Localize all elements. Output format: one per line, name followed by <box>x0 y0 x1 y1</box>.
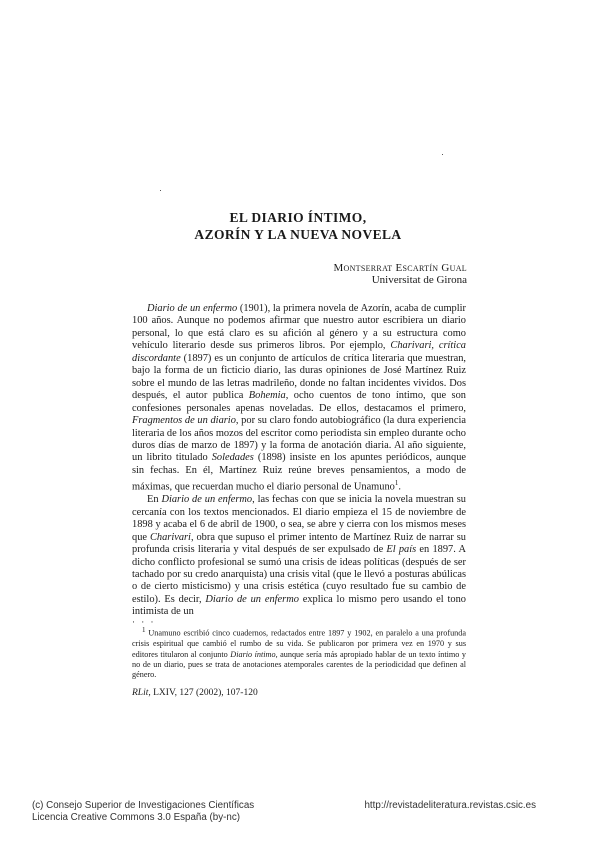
copyright-line: (c) Consejo Superior de Investigaciones Científicas <box>32 800 255 811</box>
text-run: Unamuno escribió cinco cuadernos, redactados entre 1897 y 1902, en paralelo a una profunda crisis espiritual que cambió el rumbo de su vida. Se publicaron por primera vez en 1970 y sus editores titularon al conjunto <box>132 628 466 659</box>
body-paragraph-2 <box>132 494 466 619</box>
italic-title: El país <box>386 544 417 556</box>
journal-citation <box>132 688 258 698</box>
text-run: , las fechas con que se inicia la novela muestran su cercanía con los textos mencionados. El diario empieza el 15 de noviembre de 1898 y acaba el 6 de abril de 1900, o sea, se abre y cierra con los mismos meses que <box>132 494 467 543</box>
text-run: , obra que supuso el primer intento de Martínez Ruiz de narrar su profunda crisis literaria y vital después de ser expulsado de <box>132 531 466 556</box>
article-body <box>132 303 466 619</box>
italic-title: Diario íntimo <box>230 649 276 659</box>
italic-title: Charivari, crítica discordante <box>132 340 467 364</box>
text-run: , por su claro fondo autobiográfico (la dura experiencia literaria de los años mozos del escritor como periodista sin empleo durante ocho duros días de marzo de 1897) y la forma de anotación diaria. Al año siguiente, un librito titulado <box>132 415 466 464</box>
text-run: explica lo mismo pero usando el tono intimista de un <box>132 593 466 618</box>
license-line: Licencia Creative Commons 3.0 España (by-nc) <box>32 812 241 823</box>
text-run: (1901), la primera novela de Azorín, acaba de cumplir 100 años. Aunque no podemos afirmar que nuestro autor escribiera un diario personal, lo que está claro es su afición al género y a su estructura como vehículo literario desde sus primeros libros. Por ejemplo, <box>132 303 466 352</box>
journal-url-link[interactable]: http://revistadeliteratura.revistas.csic.es <box>364 800 536 811</box>
italic-title: Soledades <box>211 452 254 464</box>
body-paragraph-1 <box>132 303 466 494</box>
footnote-ref: 1 <box>142 626 146 634</box>
scan-speck <box>160 190 161 191</box>
footnote-ref: 1 <box>394 479 399 488</box>
text-run: (1898) insiste en los apuntes periódicos, aunque sin fechas. En él, Martínez Ruiz reúne breves pensamientos, a modo de máximas, que recuerdan mucho el diario personal de Unamuno <box>132 452 466 493</box>
license-notice <box>32 800 254 824</box>
italic-title: RLit <box>132 688 149 698</box>
italic-title: Diario de un enfermo <box>161 494 253 506</box>
footnote <box>132 625 466 681</box>
italic-title: Diario de un enfermo <box>147 303 238 314</box>
text-run: , aunque sería más apropiado hablar de un texto íntimo y no de un diario, pues se trata de anotaciones atemporales carentes de la periodicidad que definen al género. <box>132 649 466 680</box>
text-run: , LXIV, 127 (2002), 107-120 <box>148 688 258 698</box>
italic-title: Bohemia <box>248 390 286 402</box>
footnote-1-text <box>132 625 466 681</box>
text-run: (1897) es un conjunto de artículos de crítica literaria que muestran, bajo la forma de un ficticio diario, las duras opiniones de José Martínez Ruiz sobre el mundo de las letras madrileño, donde no faltan incidentes vividos. Dos después, el autor publica <box>132 352 466 402</box>
italic-title: Fragmentos de un diario <box>132 415 236 427</box>
author-affiliation: Universitat de Girona <box>371 274 467 286</box>
italic-title: Diario de un enfermo <box>205 593 299 605</box>
article-title-line-1: EL DIARIO ÍNTIMO, <box>229 210 367 225</box>
article-title-line-2: AZORÍN Y LA NUEVA NOVELA <box>194 227 402 242</box>
text-run: en 1897. A dicho conflicto profesional se sumó una crisis de ideas políticas (después de ser tachado por su credo anarquista) una crisis vital (que le llevó a posturas abúlicas o de cierto misticismo) y una crisis estética (cuyo resultado fue su cambio de estilo). Es decir, <box>132 544 466 605</box>
text-run: . <box>398 481 401 493</box>
italic-title: Charivari <box>149 531 191 543</box>
text-run: En <box>147 494 162 506</box>
footnote-separator: · · · <box>132 617 156 627</box>
scan-speck <box>442 154 443 155</box>
text-run: , ocho cuentos de tono íntimo, que son confesiones personales apenas noveladas. De ellos, destacamos el primero, <box>132 390 466 414</box>
author-name: Montserrat Escartín Gual <box>333 262 467 274</box>
